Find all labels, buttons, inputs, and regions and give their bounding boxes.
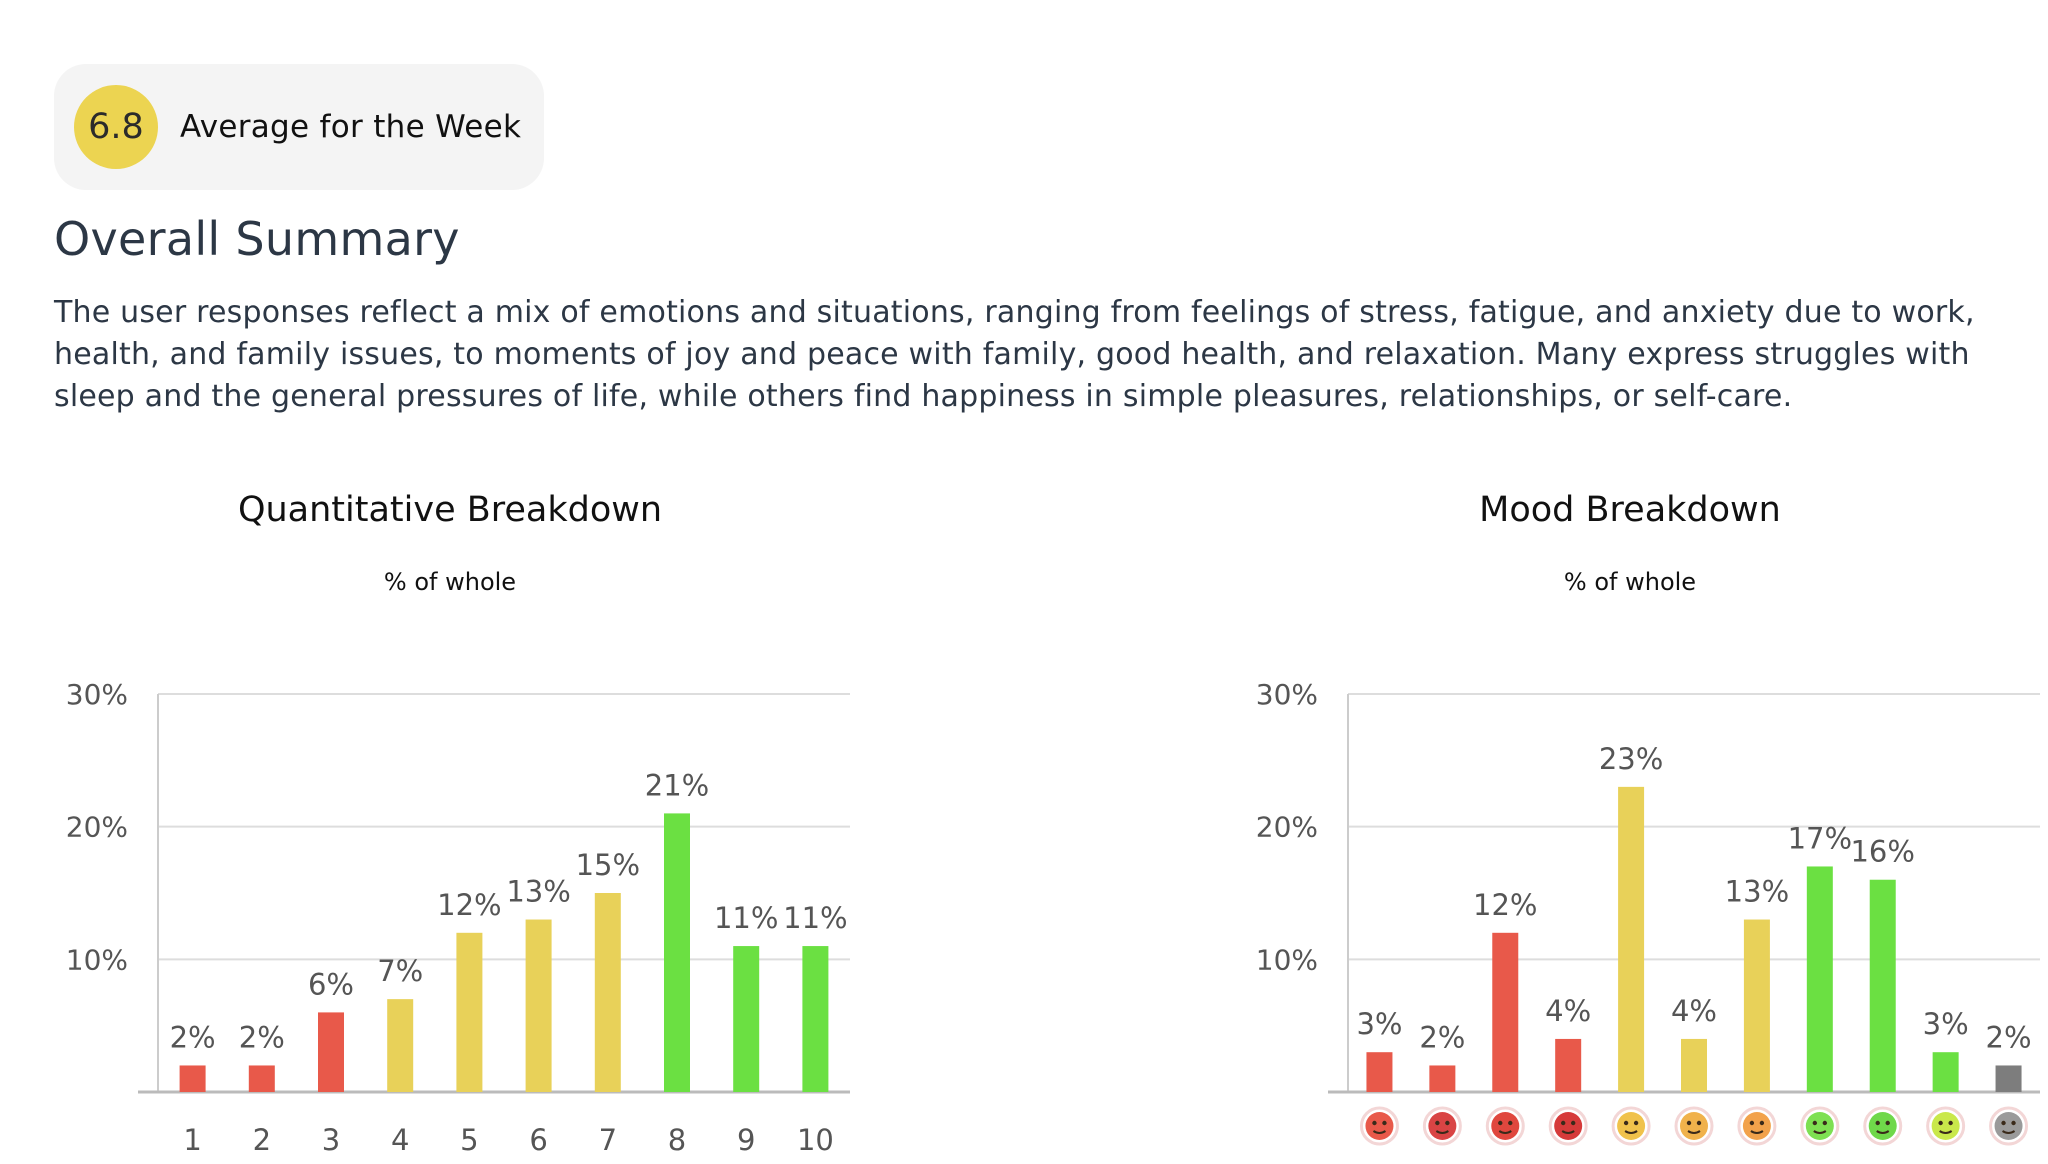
data-label: 21% bbox=[644, 768, 710, 803]
y-tick-label: 30% bbox=[65, 678, 128, 711]
angry-face-icon bbox=[1424, 1108, 1460, 1144]
average-label: Average for the Week bbox=[180, 109, 522, 145]
bar bbox=[1492, 933, 1518, 1092]
neutral-face-icon bbox=[1991, 1108, 2027, 1144]
worried-face-icon bbox=[1739, 1108, 1775, 1144]
data-label: 2% bbox=[1985, 1020, 2032, 1055]
mood-chart-plot bbox=[1180, 490, 2048, 1150]
bar bbox=[595, 893, 621, 1092]
bar bbox=[1744, 920, 1770, 1092]
bar bbox=[249, 1065, 275, 1092]
y-tick-label: 20% bbox=[65, 810, 128, 844]
data-label: 15% bbox=[575, 848, 641, 882]
data-label: 2% bbox=[1419, 1020, 1466, 1055]
x-tick-label: 5 bbox=[460, 1123, 479, 1157]
data-label: 23% bbox=[1598, 741, 1664, 776]
data-label: 3% bbox=[1356, 1007, 1403, 1042]
data-label: 13% bbox=[1724, 874, 1790, 909]
bar bbox=[526, 920, 552, 1092]
data-label: 7% bbox=[377, 954, 424, 989]
data-label: 12% bbox=[437, 887, 502, 922]
bar bbox=[1366, 1052, 1392, 1092]
chart-subtitle: % of whole bbox=[1563, 568, 1697, 596]
weary-face-icon bbox=[1361, 1108, 1397, 1144]
average-score-badge: 6.8 bbox=[74, 85, 158, 169]
data-label: 16% bbox=[1850, 834, 1915, 869]
data-label: 4% bbox=[1670, 993, 1718, 1028]
bar bbox=[1807, 866, 1833, 1092]
data-label: 17% bbox=[1787, 821, 1853, 856]
bar bbox=[1933, 1052, 1959, 1092]
x-tick-label: 3 bbox=[321, 1123, 341, 1157]
x-tick-label: 4 bbox=[390, 1123, 410, 1157]
bar bbox=[1618, 787, 1644, 1092]
x-tick-label: 10 bbox=[796, 1123, 834, 1157]
bar bbox=[318, 1012, 344, 1092]
bar bbox=[802, 946, 828, 1092]
bar bbox=[1996, 1065, 2022, 1092]
bar bbox=[1681, 1039, 1707, 1092]
quantitative-chart-plot bbox=[0, 490, 900, 1157]
data-label: 12% bbox=[1473, 887, 1538, 922]
pouting-face-icon bbox=[1487, 1108, 1523, 1144]
y-tick-label: 30% bbox=[1255, 678, 1318, 711]
x-tick-label: 7 bbox=[598, 1123, 618, 1157]
data-label: 2% bbox=[169, 1020, 216, 1055]
x-tick-label: 2 bbox=[252, 1123, 272, 1157]
x-tick-label: 8 bbox=[667, 1123, 687, 1157]
bar bbox=[387, 999, 413, 1092]
bar bbox=[1870, 880, 1896, 1092]
bar bbox=[1555, 1039, 1581, 1092]
data-label: 11% bbox=[783, 901, 848, 936]
bar bbox=[180, 1065, 206, 1092]
x-tick-label: 1 bbox=[183, 1123, 202, 1157]
data-label: 3% bbox=[1922, 1007, 1969, 1042]
unamused-face-icon bbox=[1676, 1108, 1712, 1144]
summary-title: Overall Summary bbox=[54, 212, 460, 266]
summary-text: The user responses reflect a mix of emotions and situations, ranging from feelings of stress, fatigue, and anxiety due to work, health, and family issues, to moments of joy and peace with family, good health, and relaxation. Many express struggles with sleep and the general pressures of life, while others find happiness in simple pleasures, relationships, or self-care. bbox=[54, 295, 1975, 414]
bar bbox=[1429, 1065, 1455, 1092]
chart-subtitle: % of whole bbox=[383, 568, 517, 596]
y-tick-label: 10% bbox=[1255, 943, 1318, 977]
mood-breakdown-chart bbox=[1180, 490, 2048, 1150]
smiling-face-icon bbox=[1802, 1108, 1838, 1144]
weekly-average-card bbox=[54, 64, 544, 190]
x-tick-label: 9 bbox=[736, 1123, 756, 1157]
data-label: 11% bbox=[713, 901, 779, 936]
data-label: 13% bbox=[506, 874, 571, 909]
y-tick-label: 10% bbox=[65, 943, 128, 977]
bar bbox=[664, 813, 690, 1092]
grinning-face-icon bbox=[1865, 1108, 1901, 1144]
rage-face-icon bbox=[1550, 1108, 1586, 1144]
data-label: 2% bbox=[238, 1020, 285, 1055]
chart-title: Quantitative Breakdown bbox=[237, 490, 663, 530]
relieved-face-icon bbox=[1928, 1108, 1964, 1144]
x-tick-label: 6 bbox=[529, 1123, 548, 1157]
pleading-face-icon bbox=[1613, 1108, 1649, 1144]
bar bbox=[733, 946, 759, 1092]
bar bbox=[456, 933, 482, 1092]
chart-title: Mood Breakdown bbox=[1479, 490, 1781, 530]
y-tick-label: 20% bbox=[1255, 810, 1318, 844]
quantitative-breakdown-chart bbox=[0, 490, 900, 1157]
data-label: 4% bbox=[1545, 993, 1592, 1028]
data-label: 6% bbox=[307, 967, 355, 1002]
